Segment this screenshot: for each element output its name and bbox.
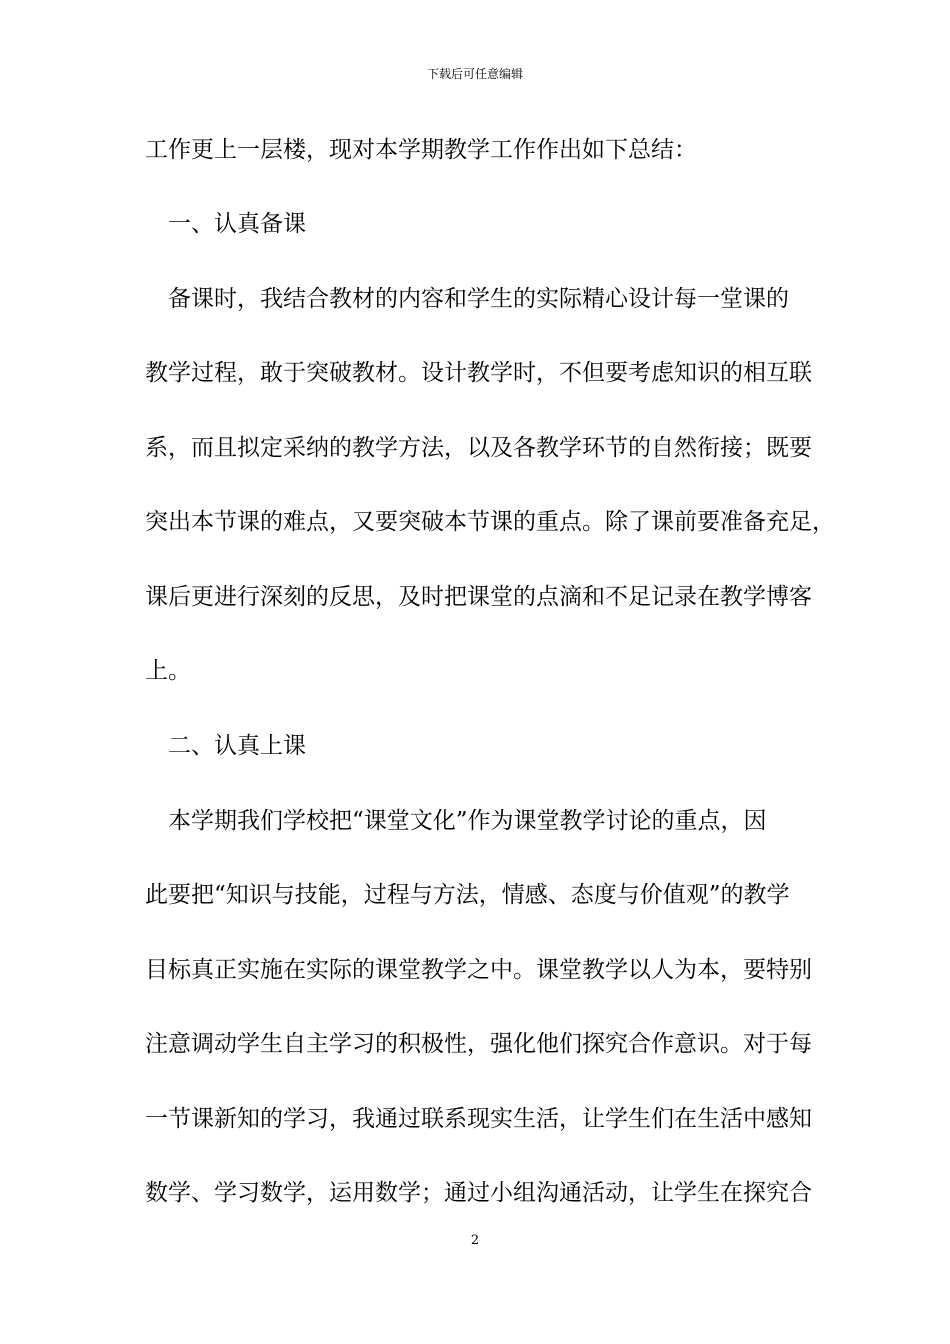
page-number: 2 bbox=[470, 1233, 480, 1248]
text-line-4: 教学过程，敢于突破教材。设计教学时，不但要考虑知识的相互联 bbox=[145, 360, 812, 386]
section-heading-2: 二、认真上课 bbox=[145, 733, 306, 759]
text-line-8: 上。 bbox=[145, 658, 191, 684]
text-line-1: 工作更上一层楼，现对本学期教学工作作出如下总结： bbox=[145, 137, 697, 163]
page-header: 下载后可任意编辑 bbox=[426, 67, 523, 81]
text-line-12: 目标真正实施在实际的课堂教学之中。课堂教学以人为本，要特别 bbox=[145, 957, 812, 983]
text-line-13: 注意调动学生自主学习的积极性，强化他们探究合作意识。对于每 bbox=[145, 1031, 812, 1057]
text-line-3: 备课时，我结合教材的内容和学生的实际精心设计每一堂课的 bbox=[145, 286, 789, 312]
text-line-14: 一节课新知的学习，我通过联系现实生活，让学生们在生活中感知 bbox=[145, 1106, 812, 1132]
text-line-15: 数学、学习数学，运用数学；通过小组沟通活动，让学生在探究合 bbox=[145, 1180, 812, 1206]
section-heading-1: 一、认真备课 bbox=[145, 211, 306, 237]
text-line-5: 系，而且拟定采纳的教学方法，以及各教学环节的自然衔接；既要 bbox=[145, 435, 812, 461]
text-line-7: 课后更进行深刻的反思，及时把课堂的点滴和不足记录在教学博客 bbox=[145, 584, 812, 610]
text-line-6: 突出本节课的难点，又要突破本节课的重点。除了课前要准备充足， bbox=[145, 509, 835, 535]
text-line-11: 此要把“知识与技能，过程与方法，情感、态度与价值观”的教学 bbox=[145, 882, 790, 908]
text-line-10: 本学期我们学校把“课堂文化”作为课堂教学讨论的重点，因 bbox=[145, 808, 767, 834]
